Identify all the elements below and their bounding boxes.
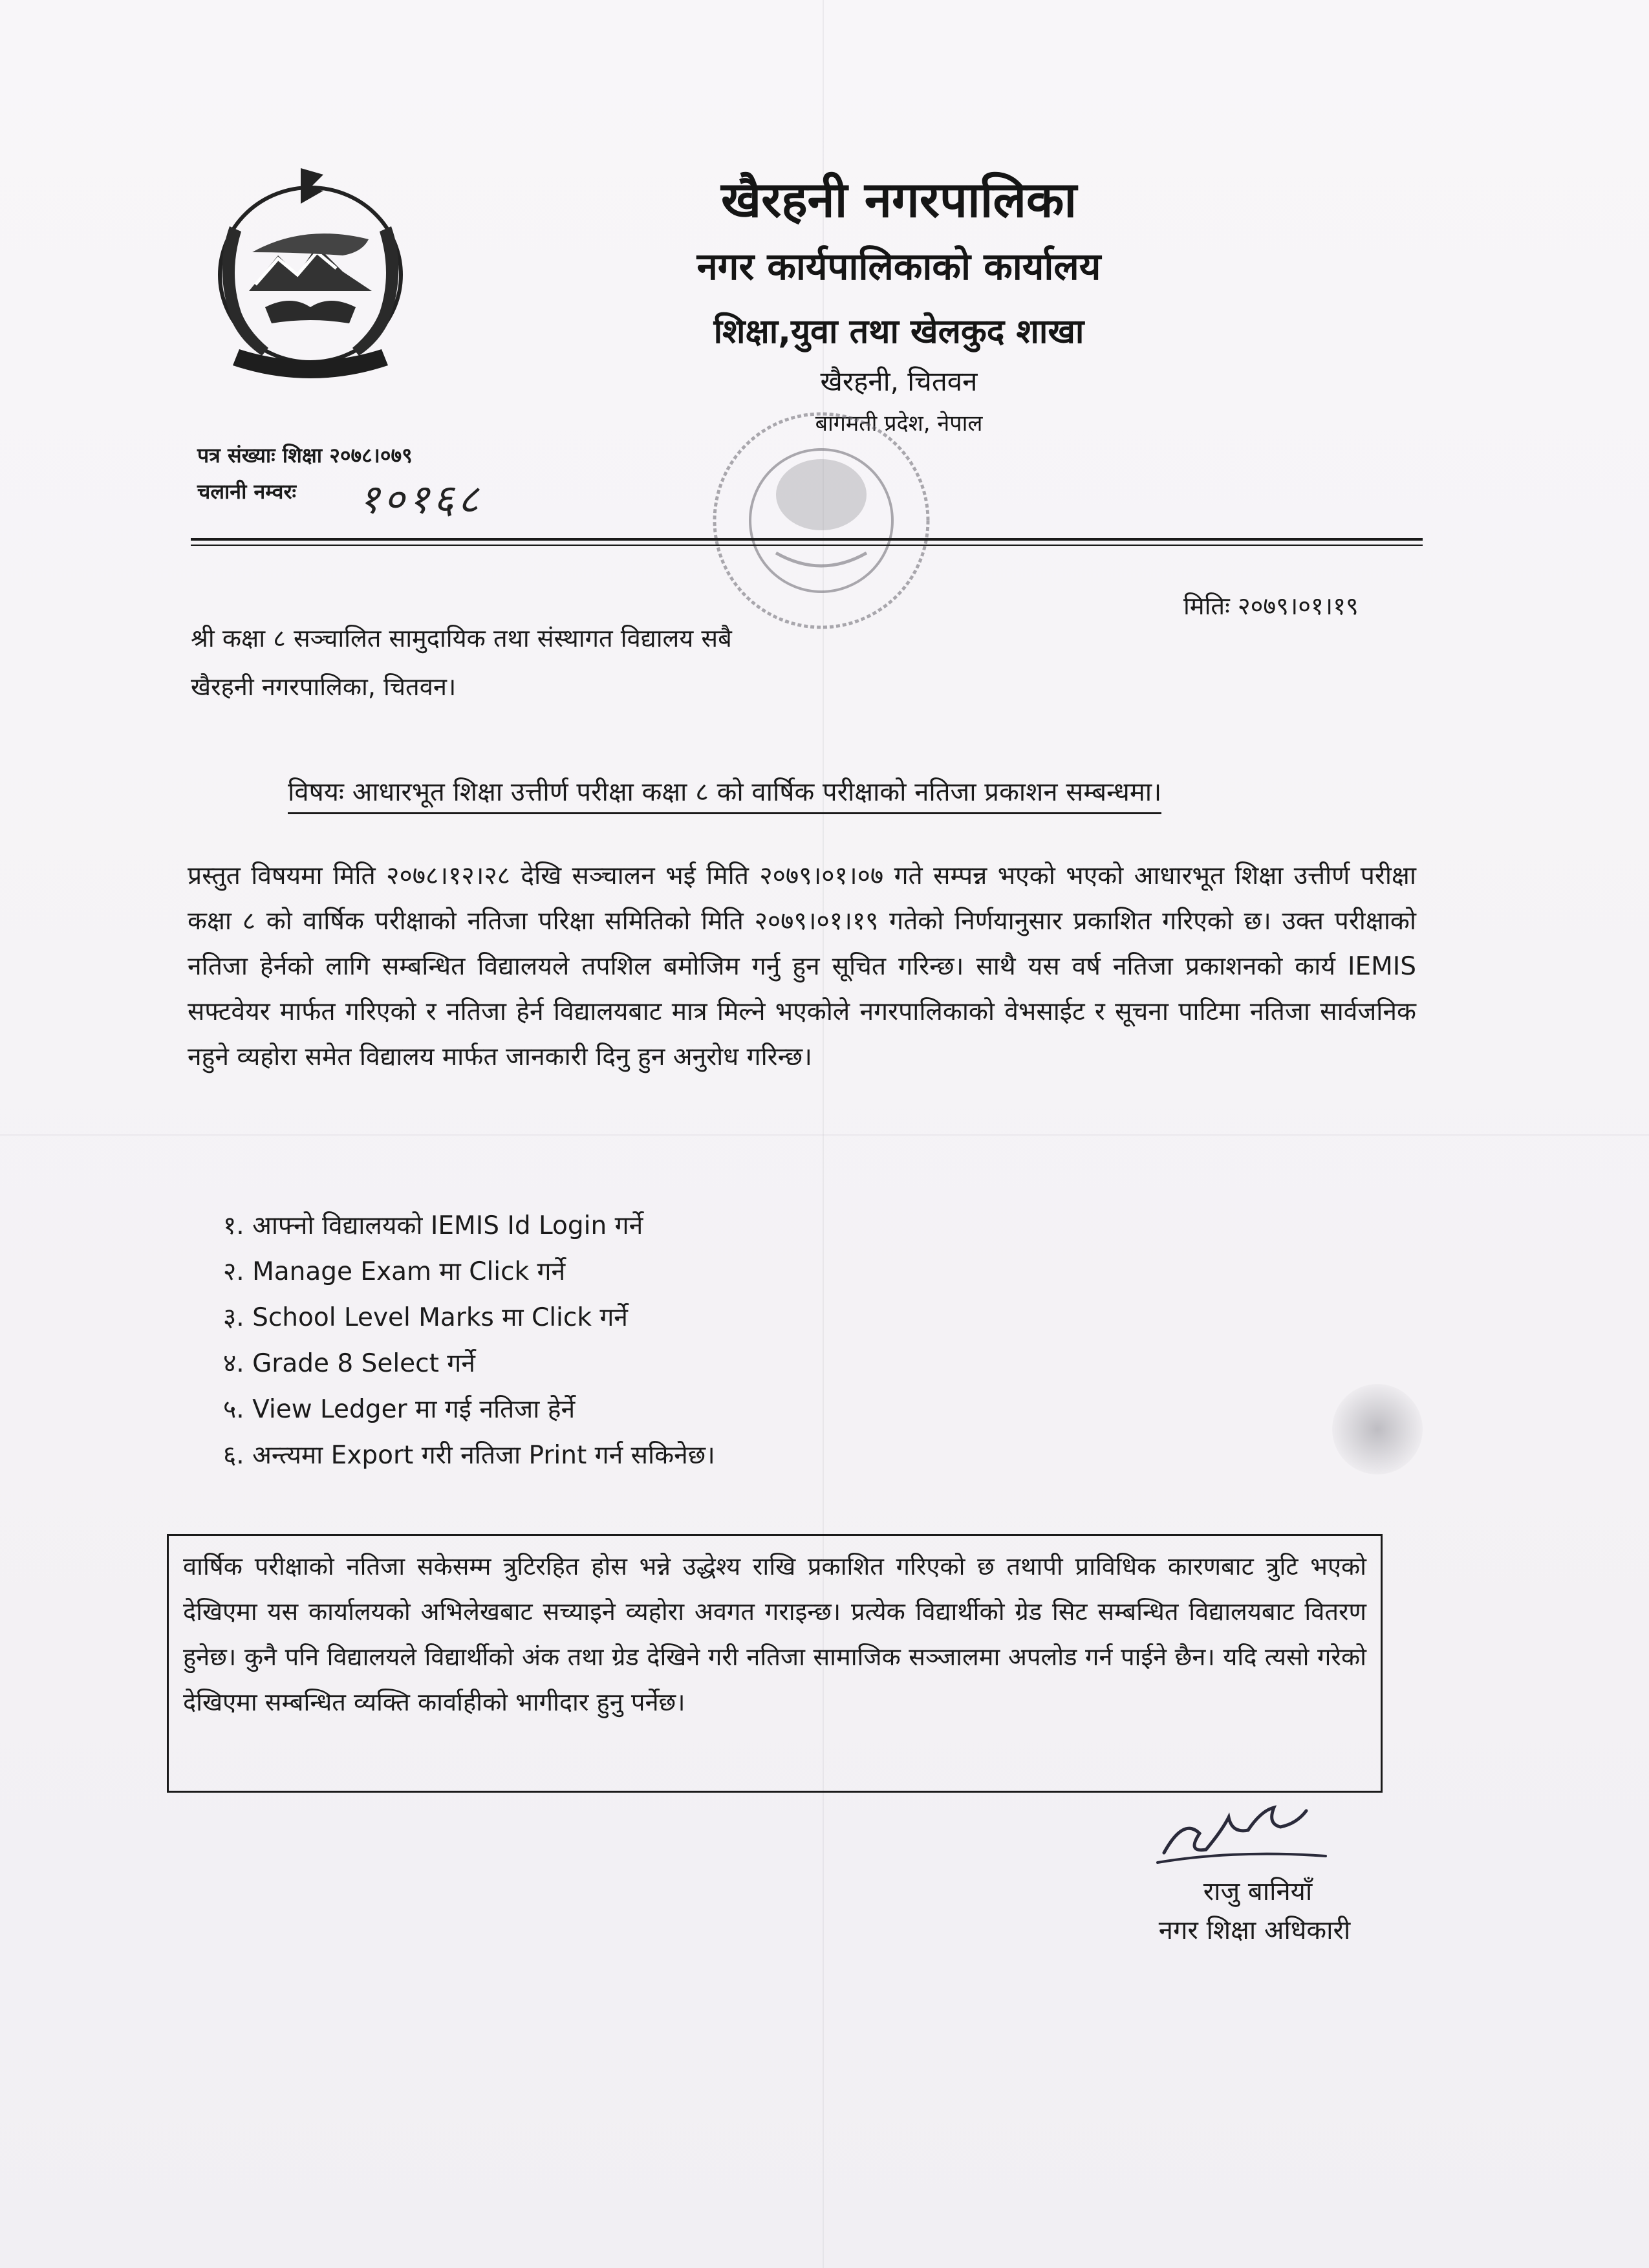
letter-subject: विषयः आधारभूत शिक्षा उत्तीर्ण परीक्षा कक्षा ८ को वार्षिक परीक्षाको नतिजा प्रकाशन सम्बन्धमा।: [288, 773, 1161, 814]
letter-number-value: शिक्षा २०७८।०७९: [282, 443, 413, 468]
office-name: नगर कार्यपालिकाको कार्यालय: [696, 244, 1101, 288]
step-item: ६. अन्त्यमा Export गरी नतिजा Print गर्न सकिनेछ।: [223, 1441, 715, 1470]
office-province: बागमती प्रदेश, नेपाल: [815, 411, 983, 437]
signatory-name: राजु बानियाँ: [1203, 1877, 1313, 1906]
signatory-title: नगर शिक्षा अधिकारी: [1158, 1916, 1351, 1945]
dispatch-number-value: १०१६८: [359, 475, 483, 523]
step-item: १. आफ्नो विद्यालयको IEMIS Id Login गर्ने: [223, 1211, 643, 1240]
office-location: खैरहनी, चितवन: [820, 365, 978, 397]
handwritten-signature-icon: [1151, 1801, 1332, 1872]
office-seal-icon: [698, 398, 944, 643]
nepal-emblem-icon: [194, 155, 427, 388]
step-item: ४. Grade 8 Select गर्ने: [223, 1349, 475, 1378]
notice-box: वार्षिक परीक्षाको नतिजा सकेसम्म त्रुटिरहित होस भन्ने उद्धेश्य राखि प्रकाशित गरिएको छ तथापी प्राविधिक कारणबाट त्रुटि भएको देखिएमा यस कार्यालयको अभिलेखबाट सच्याइने व्यहोरा अवगत गराइन्छ। प्रत्येक विद्यार्थीको ग्रेड सिट सम्बन्धित विद्यालयबाट वितरण हुनेछ। कुनै पनि विद्यालयले विद्यार्थीको अंक तथा ग्रेड देखिने गरी नतिजा सामाजिक सञ्जालमा अपलोड गर्न पाईने छैन। यदि त्यसो गरेको देखिएमा सम्बन्धित व्यक्ति कार्वाहीको भागीदार हुनु पर्नेछ।: [167, 1534, 1383, 1793]
municipality-name: खैरहनी नगरपालिका: [720, 171, 1077, 228]
ink-smudge: [1332, 1384, 1423, 1474]
letter-body: प्रस्तुत विषयमा मिति २०७८।१२।२८ देखि सञ्चालन भई मिति २०७९।०१।०७ गते सम्पन्न भएको भएको आधारभूत शिक्षा उत्तीर्ण परीक्षा कक्षा ८ को वार्षिक परीक्षाको नतिजा परिक्षा समितिको मिति २०७९।०१।१९ गतेको निर्णयानुसार प्रकाशित गरिएको छ। उक्त परीक्षाको नतिजा हेर्नको लागि सम्बन्धित विद्यालयले तपशिल बमोजिम गर्नु हुन सूचित गरिन्छ। साथै यस वर्ष नतिजा प्रकाशनको कार्य IEMIS सफ्टवेयर मार्फत गरिएको र नतिजा हेर्न विद्यालयबाट मात्र मिल्ने भएकोले नगरपालिकाको वेभसाईट र सूचना पाटिमा नतिजा सार्वजनिक नहुने व्यहोरा समेत विद्यालय मार्फत जानकारी दिनु हुन अनुरोध गरिन्छ।: [188, 861, 1416, 1072]
step-item: ५. View Ledger मा गई नतिजा हेर्ने: [223, 1395, 576, 1424]
addressee-line-2: खैरहनी नगरपालिका, चितवन।: [191, 673, 457, 701]
step-item: २. Manage Exam मा Click गर्ने: [223, 1257, 566, 1286]
steps-list: [223, 1203, 715, 1478]
letter-number: [197, 441, 413, 469]
letter-date: मितिः २०७९।०१।१९: [1183, 592, 1359, 620]
step-item: ३. School Level Marks मा Click गर्ने: [223, 1303, 628, 1332]
header-rule: [191, 538, 1423, 541]
scan-fold-horizontal: [0, 1134, 1649, 1136]
dispatch-number-label: चलानी नम्वरः: [197, 479, 296, 504]
addressee-line-1: श्री कक्षा ८ सञ्चालित सामुदायिक तथा संस्थागत विद्यालय सबै: [191, 624, 732, 653]
letter-number-label: पत्र संख्याः: [197, 443, 275, 468]
branch-name: शिक्षा,युवा तथा खेलकुद शाखा: [713, 312, 1084, 351]
header-rule-thin: [191, 545, 1423, 546]
